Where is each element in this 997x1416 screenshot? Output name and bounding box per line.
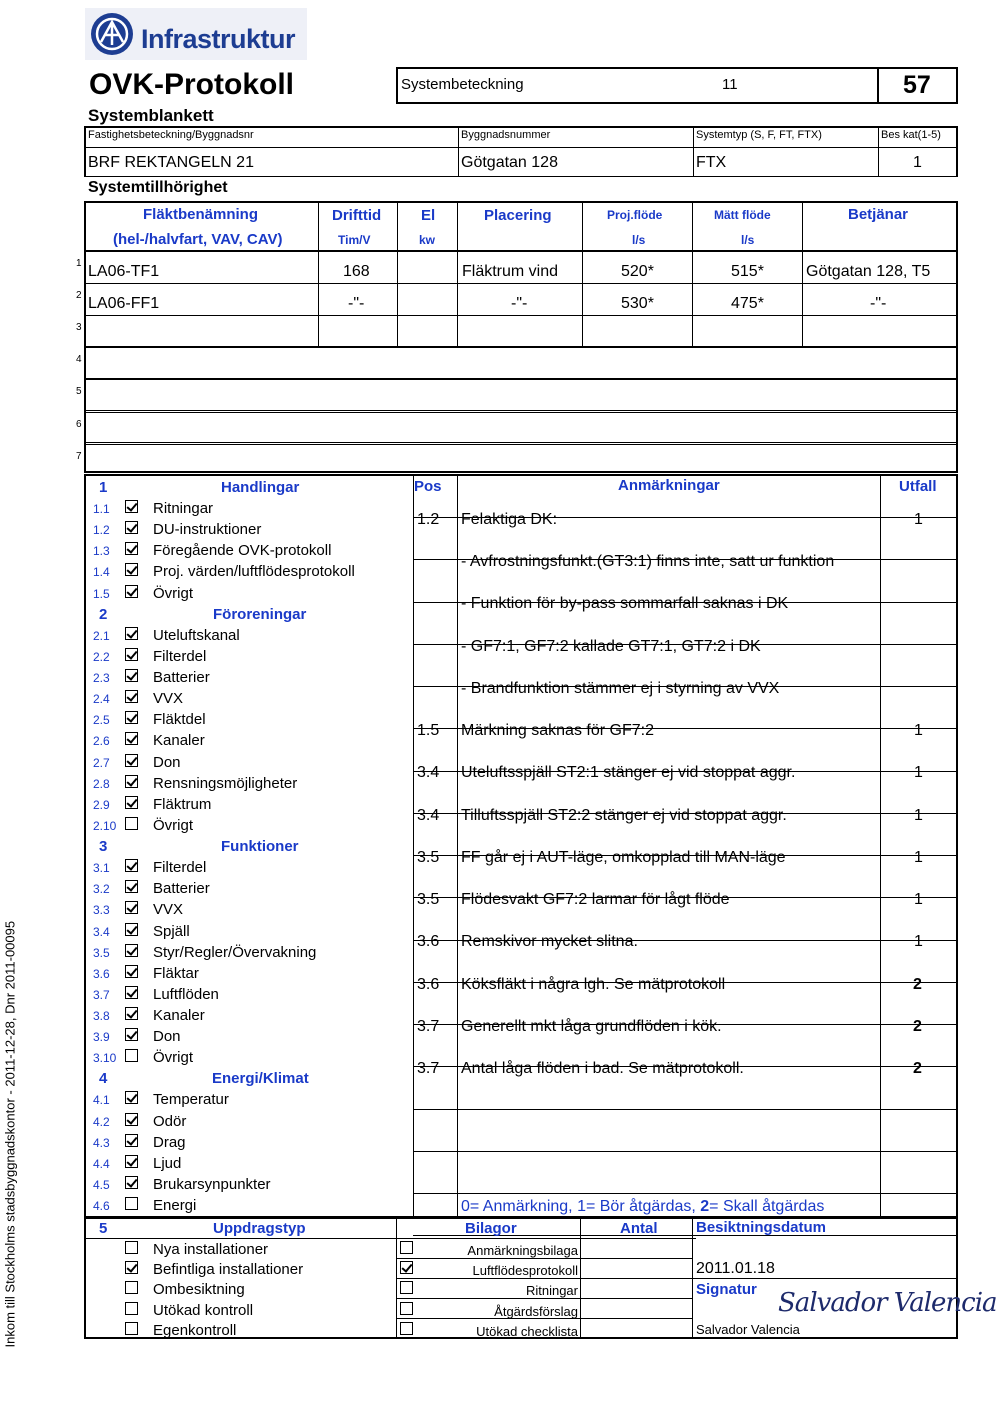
section-number: 4 (99, 1070, 108, 1087)
item-number: 4.1 (93, 1093, 110, 1107)
row-number: 4 (76, 354, 82, 365)
remark-pos[interactable]: 1.2 (417, 511, 440, 528)
remark-text[interactable]: Tilluftsspjäll ST2:2 stänger ej vid stoppat aggr. (461, 807, 787, 824)
remark-utfall[interactable]: 1 (914, 511, 923, 528)
item-checkbox[interactable] (125, 775, 138, 788)
remark-utfall[interactable]: 1 (914, 807, 923, 824)
item-number: 2.3 (93, 671, 110, 685)
item-label: Övrigt (153, 585, 194, 602)
remark-pos[interactable]: 3.4 (417, 764, 440, 781)
drift-time[interactable]: -"- (348, 295, 365, 312)
systemtyp-label: Systemtyp (S, F, FT, FTX) (696, 129, 822, 141)
item-label: Don (153, 754, 181, 771)
uppdragstyp-checkbox[interactable] (125, 1302, 138, 1315)
section-title: Energi/Klimat (212, 1070, 309, 1087)
remark-text[interactable]: Flödesvakt GF7:2 larmar för lågt flöde (461, 891, 730, 908)
item-label: Temperatur (153, 1091, 229, 1108)
item-number: 1.3 (93, 544, 110, 558)
remark-text[interactable]: - Funktion för by-pass sommarfall saknas i DK (461, 595, 789, 612)
uppdrag-num: 5 (99, 1220, 108, 1237)
item-checkbox[interactable] (125, 1028, 138, 1041)
item-checkbox[interactable] (125, 521, 138, 534)
col-drift-header: Drifttid (332, 207, 382, 224)
row-number: 3 (76, 322, 82, 333)
remark-text[interactable]: FF går ej i AUT-läge, omkopplad till MAN-läge (461, 849, 786, 866)
matt-flow[interactable]: 515* (731, 263, 764, 280)
item-checkbox[interactable] (125, 880, 138, 893)
item-number: 3.6 (93, 967, 110, 981)
item-checkbox[interactable] (125, 1049, 138, 1062)
item-label: Brukarsynpunkter (153, 1176, 271, 1193)
item-checkbox[interactable] (125, 859, 138, 872)
logo-brand-text: Infrastruktur (141, 24, 296, 54)
item-checkbox[interactable] (125, 1155, 138, 1168)
bilaga-label: Åtgärdsförslag (494, 1304, 578, 1319)
item-label: Filterdel (153, 648, 207, 665)
fan-name[interactable]: LA06-TF1 (88, 263, 160, 280)
item-label: Drag (153, 1134, 186, 1151)
remark-text[interactable]: - GF7:1, GF7:2 kallade GT7:1, GT7:2 i DK (461, 638, 761, 655)
side-stamp: Inkom till Stockholms stadsbyggnadskontor - 2011-12-28, Dnr 2011-00095 (2, 920, 18, 1348)
item-number: 1.2 (93, 523, 110, 537)
row-number: 5 (76, 386, 82, 397)
item-label: Luftflöden (153, 986, 219, 1003)
item-label: Ljud (153, 1155, 182, 1172)
item-number: 1.4 (93, 565, 110, 579)
col-name-header: Fläktbenämning (143, 206, 259, 223)
item-checkbox[interactable] (125, 732, 138, 745)
bilaga-label: Utökad checklista (476, 1324, 578, 1339)
uppdragstyp-checkbox[interactable] (125, 1261, 138, 1274)
col-matt-unit: l/s (741, 233, 755, 247)
item-checkbox[interactable] (125, 669, 138, 682)
bilaga-label: Anmärkningsbilaga (467, 1243, 578, 1258)
item-number: 2.5 (93, 713, 110, 727)
remark-utfall[interactable]: 1 (914, 722, 923, 739)
logo-emblem-icon (89, 11, 135, 57)
systemtyp-value[interactable]: FTX (696, 154, 727, 171)
item-number: 4.4 (93, 1157, 110, 1171)
row-number: 1 (76, 258, 82, 269)
col-pos-header: Pos (414, 478, 442, 495)
section-number: 3 (99, 838, 108, 855)
item-label: Batterier (153, 880, 210, 897)
uppdrag-title: Uppdragstyp (213, 1220, 306, 1237)
remark-utfall[interactable]: 1 (914, 933, 923, 950)
item-number: 2.7 (93, 756, 110, 770)
remark-text[interactable]: Köksfläkt i några lgh. Se mätprotokoll (461, 976, 726, 993)
uppdragstyp-label: Nya installationer (153, 1241, 269, 1258)
col-el-header: El (421, 207, 436, 224)
placering[interactable]: -"- (511, 295, 528, 312)
item-number: 2.9 (93, 798, 110, 812)
legend (461, 1199, 824, 1215)
matt-flow[interactable]: 475* (731, 295, 764, 312)
item-checkbox[interactable] (125, 1007, 138, 1020)
signatur-name: Salvador Valencia (696, 1322, 800, 1337)
remark-pos[interactable]: 3.4 (417, 807, 440, 824)
remark-text[interactable]: - Brandfunktion stämmer ej i styrning av VVX (461, 680, 780, 697)
uppdragstyp-label: Befintliga installationer (153, 1261, 304, 1278)
item-checkbox[interactable] (125, 817, 138, 830)
proj-flow[interactable]: 530* (621, 295, 654, 312)
signature-script: Salvador Valencia (778, 1288, 997, 1318)
item-number: 1.1 (93, 502, 110, 516)
item-checkbox[interactable] (125, 986, 138, 999)
item-number: 4.2 (93, 1115, 110, 1129)
remark-utfall[interactable]: 1 (914, 764, 923, 781)
bilaga-checkbox[interactable] (400, 1302, 413, 1315)
item-checkbox[interactable] (125, 754, 138, 767)
item-checkbox[interactable] (125, 1176, 138, 1189)
betjanar[interactable]: -"- (870, 295, 887, 312)
remark-utfall[interactable]: 2 (913, 1060, 922, 1077)
item-checkbox[interactable] (125, 711, 138, 724)
remark-text[interactable]: Felaktiga DK: (461, 511, 558, 528)
logo (85, 8, 307, 60)
col-placering-header: Placering (484, 207, 552, 224)
remark-pos[interactable]: 3.6 (417, 976, 440, 993)
item-label: Fläktar (153, 965, 199, 982)
item-checkbox[interactable] (125, 627, 138, 640)
uppdragstyp-checkbox[interactable] (125, 1322, 138, 1335)
item-checkbox[interactable] (125, 901, 138, 914)
row-number: 7 (76, 451, 82, 462)
uppdragstyp-label: Egenkontroll (153, 1322, 237, 1339)
item-label: Fläktdel (153, 711, 206, 728)
item-number: 2.8 (93, 777, 110, 791)
drift-time[interactable]: 168 (343, 263, 370, 280)
datum-value[interactable]: 2011.01.18 (696, 1260, 775, 1277)
byggnad-label: Byggnadsnummer (461, 129, 551, 141)
fastighet-value[interactable]: BRF REKTANGELN 21 (88, 154, 254, 171)
section-title: Funktioner (221, 838, 299, 855)
legend-part-a: 0= Anmärkning, 1= Bör åtgärdas, (461, 1198, 701, 1215)
item-number: 1.5 (93, 587, 110, 601)
item-label: DU-instruktioner (153, 521, 262, 538)
remark-utfall[interactable]: 1 (914, 891, 923, 908)
uppdragstyp-checkbox[interactable] (125, 1281, 138, 1294)
remark-text[interactable]: - Avfrostningsfunkt.(GT3:1) finns inte, satt ur funktion (461, 553, 835, 570)
remark-text[interactable]: Generellt mkt låga grundflöden i kök. (461, 1018, 722, 1035)
col-el-unit: kw (419, 233, 436, 247)
item-label: Övrigt (153, 1049, 194, 1066)
item-label: Filterdel (153, 859, 207, 876)
item-label: Spjäll (153, 923, 190, 940)
uppdragstyp-label: Utökad kontroll (153, 1302, 254, 1319)
proj-flow[interactable]: 520* (621, 263, 654, 280)
item-label: Övrigt (153, 817, 194, 834)
item-checkbox[interactable] (125, 1113, 138, 1126)
item-number: 4.3 (93, 1136, 110, 1150)
beskat-value[interactable]: 1 (913, 154, 922, 171)
item-label: Odör (153, 1113, 187, 1130)
fan-name[interactable]: LA06-FF1 (88, 295, 160, 312)
remark-text[interactable]: Antal låga flöden i bad. Se mätprotokoll. (461, 1060, 744, 1077)
item-number: 2.2 (93, 650, 110, 664)
col-matt-header: Mätt flöde (714, 208, 771, 222)
remark-utfall[interactable]: 1 (914, 849, 923, 866)
section-title: Föroreningar (213, 606, 307, 623)
bilaga-label: Ritningar (525, 1283, 578, 1298)
antal-header: Antal (620, 1220, 658, 1237)
item-number: 3.3 (93, 903, 110, 917)
remark-pos[interactable]: 3.7 (417, 1060, 440, 1077)
uppdragstyp-checkbox[interactable] (125, 1241, 138, 1254)
item-label: Kanaler (153, 1007, 205, 1024)
col-utfall-header: Utfall (899, 478, 937, 495)
item-label: VVX (153, 690, 184, 707)
item-checkbox[interactable] (125, 563, 138, 576)
item-checkbox[interactable] (125, 500, 138, 513)
protocol-number: 57 (903, 71, 931, 99)
item-label: Uteluftskanal (153, 627, 240, 644)
bilaga-checkbox[interactable] (400, 1322, 413, 1335)
item-checkbox[interactable] (125, 690, 138, 703)
systemtillhorighet-title: Systemtillhörighet (88, 179, 228, 196)
section-number: 1 (99, 479, 108, 496)
page-subtitle: Systemblankett (88, 106, 214, 125)
item-label: Batterier (153, 669, 210, 686)
item-number: 3.10 (93, 1051, 117, 1065)
bilaga-checkbox[interactable] (400, 1241, 413, 1254)
byggnad-value[interactable]: Götgatan 128 (461, 154, 558, 171)
remark-pos[interactable]: 3.7 (417, 1018, 440, 1035)
item-label: Energi (153, 1197, 197, 1214)
item-number: 4.6 (93, 1199, 110, 1213)
item-checkbox[interactable] (125, 1197, 138, 1210)
row-number: 6 (76, 419, 82, 430)
remark-pos[interactable]: 3.5 (417, 891, 440, 908)
item-number: 2.6 (93, 734, 110, 748)
remark-pos[interactable]: 3.6 (417, 933, 440, 950)
section-title: Handlingar (221, 479, 300, 496)
signatur-label: Signatur (696, 1281, 757, 1298)
legend-part-b: 2 (700, 1198, 710, 1215)
bilagor-header: Bilagor (465, 1220, 517, 1237)
remark-pos[interactable]: 3.5 (417, 849, 440, 866)
item-label: Kanaler (153, 732, 205, 749)
remark-text[interactable]: Uteluftsspjäll ST2:1 stänger ej vid stoppat aggr. (461, 764, 796, 781)
item-number: 2.10 (93, 819, 117, 833)
item-number: 3.8 (93, 1009, 110, 1023)
page-title: OVK-Protokoll (89, 68, 295, 101)
remark-text[interactable]: Märkning saknas för GF7:2 (461, 722, 654, 739)
remark-text[interactable]: Remskivor mycket slitna. (461, 933, 638, 950)
item-label: Föregående OVK-protokoll (153, 542, 332, 559)
row-number: 2 (76, 290, 82, 301)
section-number: 2 (99, 606, 108, 623)
legend-part-c: = Skall åtgärdas (709, 1198, 825, 1215)
item-checkbox[interactable] (125, 648, 138, 661)
item-number: 3.4 (93, 925, 110, 939)
item-number: 3.7 (93, 988, 110, 1002)
item-checkbox[interactable] (125, 944, 138, 957)
remark-utfall[interactable]: 2 (913, 976, 922, 993)
col-drift-unit: Tim/V (338, 233, 371, 247)
item-number: 2.1 (93, 629, 110, 643)
item-checkbox[interactable] (125, 1091, 138, 1104)
item-checkbox[interactable] (125, 965, 138, 978)
item-label: Styr/Regler/Övervakning (153, 944, 317, 961)
item-number: 3.5 (93, 946, 110, 960)
remark-utfall[interactable]: 2 (913, 1018, 922, 1035)
item-checkbox[interactable] (125, 585, 138, 598)
item-number: 2.4 (93, 692, 110, 706)
bilaga-label: Luftflödesprotokoll (472, 1263, 578, 1278)
bilaga-checkbox[interactable] (400, 1281, 413, 1294)
item-checkbox[interactable] (125, 923, 138, 936)
uppdragstyp-label: Ombesiktning (153, 1281, 245, 1298)
systembeteckning-label: Systembeteckning (401, 76, 524, 93)
item-label: VVX (153, 901, 184, 918)
betjanar[interactable]: Götgatan 128, T5 (806, 263, 931, 280)
systembeteckning-value[interactable]: 11 (722, 76, 738, 93)
item-label: Don (153, 1028, 181, 1045)
col-betjanar-header: Betjänar (848, 206, 909, 223)
item-checkbox[interactable] (125, 1134, 138, 1147)
remark-pos[interactable]: 1.5 (417, 722, 440, 739)
item-label: Proj. värden/luftflödesprotokoll (153, 563, 355, 580)
item-label: Rensningsmöjligheter (153, 775, 298, 792)
placering[interactable]: Fläktrum vind (462, 263, 559, 280)
item-checkbox[interactable] (125, 796, 138, 809)
item-checkbox[interactable] (125, 542, 138, 555)
item-number: 3.2 (93, 882, 110, 896)
item-number: 4.5 (93, 1178, 110, 1192)
bilaga-checkbox[interactable] (400, 1261, 413, 1274)
col-anm-header: Anmärkningar (618, 477, 720, 494)
col-name-subheader: (hel-/halvfart, VAV, CAV) (113, 231, 283, 248)
col-proj-unit: l/s (632, 233, 646, 247)
fastighet-label: Fastighetsbeteckning/Byggnadsnr (88, 129, 254, 141)
beskat-label: Bes kat(1-5) (881, 129, 941, 141)
datum-label: Besiktningsdatum (696, 1219, 827, 1236)
col-proj-header: Proj.flöde (607, 208, 663, 222)
item-label: Fläktrum (153, 796, 212, 813)
item-number: 3.9 (93, 1030, 110, 1044)
item-label: Ritningar (153, 500, 214, 517)
item-number: 3.1 (93, 861, 110, 875)
